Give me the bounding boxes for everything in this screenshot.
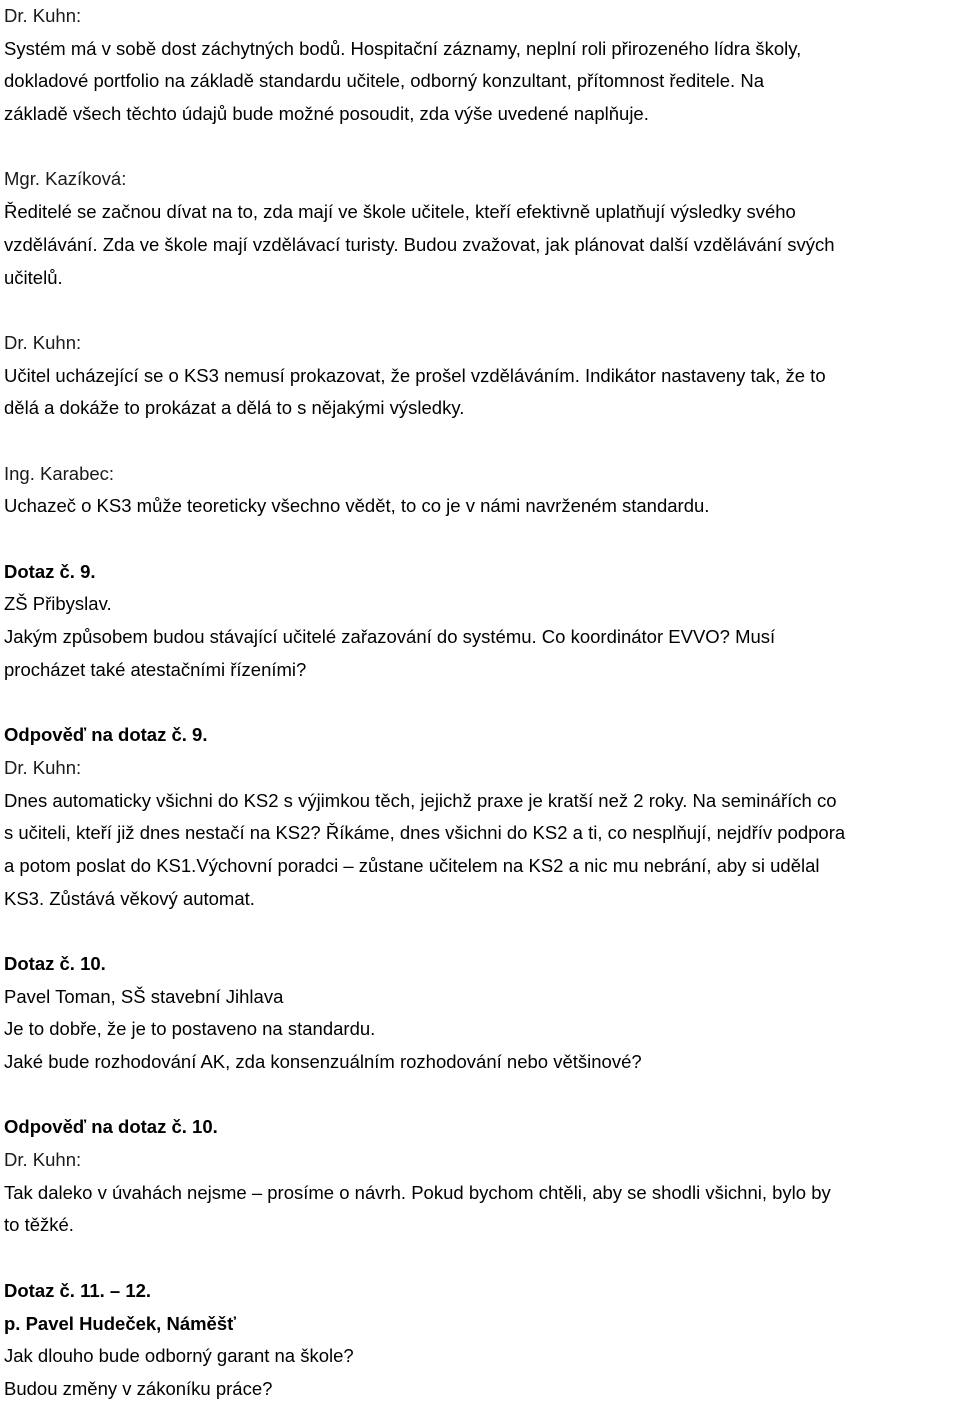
text-line: to těžké. <box>4 1214 74 1236</box>
text-line: Je to dobře, že je to postaveno na standardu. <box>4 1018 376 1040</box>
text-line: procházet také atestačními řízeními? <box>4 658 307 680</box>
text-line: Dnes automaticky všichni do KS2 s výjimkou těch, jejichž praxe je kratší než 2 roky. Na seminářích co <box>4 789 837 811</box>
paragraph <box>4 327 958 425</box>
question-block <box>4 556 958 687</box>
question-block <box>4 948 958 1079</box>
paragraph <box>4 458 958 523</box>
document-page <box>4 0 958 1406</box>
answer-block <box>4 1111 958 1242</box>
text-line: Budou změny v zákoníku práce? <box>4 1377 273 1399</box>
spacer <box>4 131 958 164</box>
speaker-label: Dr. Kuhn: <box>4 331 82 353</box>
spacer <box>4 1242 958 1275</box>
text-line: základě všech těchto údajů bude možné posoudit, zda výše uvedené naplňuje. <box>4 103 649 125</box>
spacer <box>4 294 958 327</box>
question-heading: Dotaz č. 10. <box>4 952 106 974</box>
question-block <box>4 1275 958 1406</box>
spacer <box>4 1079 958 1112</box>
paragraph <box>4 163 958 294</box>
text-line: ZŠ Přibyslav. <box>4 593 112 615</box>
spacer <box>4 523 958 556</box>
speaker-label: Dr. Kuhn: <box>4 756 82 778</box>
text-line: učitelů. <box>4 266 63 288</box>
answer-heading: Odpověď na dotaz č. 10. <box>4 1116 218 1138</box>
paragraph <box>4 0 958 131</box>
text-line: Jaké bude rozhodování AK, zda konsenzuálním rozhodování nebo většinové? <box>4 1051 642 1072</box>
text-line: Systém má v sobě dost záchytných bodů. Hospitační záznamy, neplní roli přirozeného lídra školy, <box>4 37 802 59</box>
text-line: KS3. Zůstává věkový automat. <box>4 887 255 909</box>
speaker-label: Dr. Kuhn: <box>4 5 82 26</box>
text-line: Jak dlouho bude odborný garant na škole? <box>4 1345 354 1367</box>
spacer <box>4 686 958 719</box>
speaker-label: Mgr. Kazíková: <box>4 168 127 190</box>
text-line: a potom poslat do KS1.Výchovní poradci – zůstane učitelem na KS2 a nic mu nebrání, aby si udělal <box>4 854 820 876</box>
text-line: vzdělávání. Zda ve škole mají vzdělávací turisty. Budou zvažovat, jak plánovat další vzdělávání svých <box>4 233 835 255</box>
question-heading: Dotaz č. 11. – 12. <box>4 1279 152 1301</box>
spacer <box>4 915 958 948</box>
speaker-label: Ing. Karabec: <box>4 462 115 484</box>
text-line: s učiteli, kteří již dnes nestačí na KS2? Říkáme, dnes všichni do KS2 a ti, co nesplňují, nejdřív podpora <box>4 822 846 844</box>
question-heading: Dotaz č. 9. <box>4 560 96 582</box>
text-line: dělá a dokáže to prokázat a dělá to s nějakými výsledky. <box>4 397 465 419</box>
text-line: Jakým způsobem budou stávající učitelé zařazování do systému. Co koordinátor EVVO? Musí <box>4 626 776 648</box>
question-author: p. Pavel Hudeček, Náměšť <box>4 1312 236 1334</box>
text-line: Učitel ucházející se o KS3 nemusí prokazovat, že prošel vzděláváním. Indikátor nastaveny tak, že to <box>4 364 826 386</box>
answer-block <box>4 719 958 915</box>
text-line: Tak daleko v úvahách nejsme – prosíme o návrh. Pokud bychom chtěli, aby se shodli všichni, bylo by <box>4 1181 831 1203</box>
text-line: dokladové portfolio na základě standardu učitele, odborný konzultant, přítomnost ředitele. Na <box>4 70 764 92</box>
spacer <box>4 425 958 458</box>
answer-heading: Odpověď na dotaz č. 9. <box>4 724 208 746</box>
text-line: Pavel Toman, SŠ stavební Jihlava <box>4 985 284 1007</box>
text-line: Ředitelé se začnou dívat na to, zda mají ve škole učitele, kteří efektivně uplatňují výsledky svého <box>4 201 796 223</box>
text-line: Uchazeč o KS3 může teoreticky všechno vědět, to co je v námi navrženém standardu. <box>4 495 710 517</box>
speaker-label: Dr. Kuhn: <box>4 1149 82 1171</box>
